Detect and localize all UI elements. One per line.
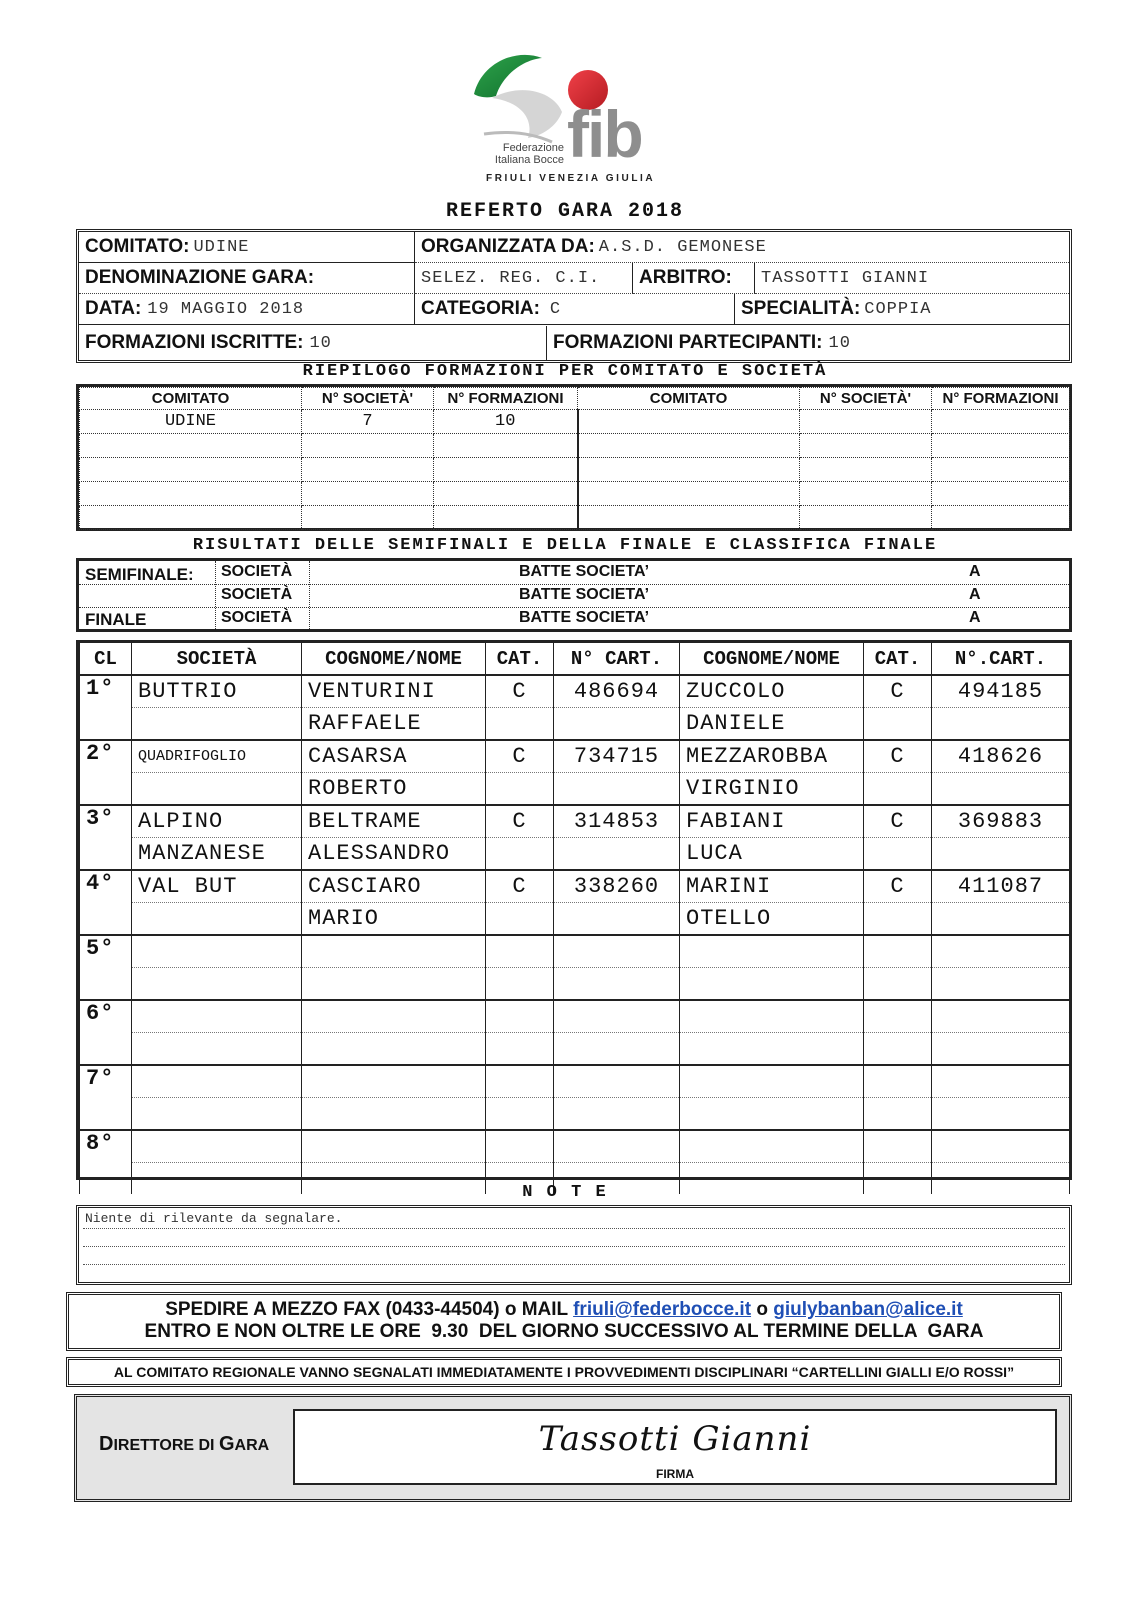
page-title: REFERTO GARA 2018 bbox=[445, 200, 685, 223]
classifica-header-cell: COGNOME/NOME bbox=[680, 643, 864, 675]
cart-cell bbox=[554, 1033, 680, 1066]
avviso-text: AL COMITATO REGIONALE VANNO SEGNALATI IMMEDIATAMENTE I PROVVEDIMENTI DISCIPLINARI “CARTELLINI GIALLI E/O ROSSI” bbox=[113, 1364, 1015, 1380]
classifica-header-cell: SOCIETÀ bbox=[132, 643, 302, 675]
cat-cell: C bbox=[864, 740, 932, 773]
riepilogo-cell bbox=[932, 458, 1070, 482]
cart-cell: 486694 bbox=[554, 675, 680, 708]
societa-cell bbox=[132, 1033, 302, 1066]
cart-cell: 734715 bbox=[554, 740, 680, 773]
riepilogo-row bbox=[80, 434, 1070, 458]
classifica-row-second-line bbox=[80, 1098, 1070, 1131]
nome-cell bbox=[680, 1098, 864, 1131]
classifica-row-second-line bbox=[80, 838, 1070, 871]
specialita-label: SPECIALITÀ: bbox=[741, 298, 861, 319]
societa-cell bbox=[132, 903, 302, 936]
comitato-label: COMITATO: bbox=[85, 236, 190, 257]
cat-cell bbox=[486, 1130, 554, 1163]
classifica-header-row bbox=[80, 643, 1070, 675]
classifica-row-second-line bbox=[80, 773, 1070, 806]
riepilogo-cell bbox=[302, 434, 434, 458]
cart-cell bbox=[554, 773, 680, 806]
arbitro-label-cell bbox=[633, 263, 755, 294]
classifica-row bbox=[80, 935, 1070, 968]
data-value: 19 MAGGIO 2018 bbox=[147, 299, 305, 319]
cart-cell bbox=[932, 1033, 1070, 1066]
cat-cell bbox=[486, 903, 554, 936]
nome-cell: MARIO bbox=[302, 903, 486, 936]
spedire-mid: o bbox=[751, 1299, 774, 1320]
riepilogo-cell bbox=[434, 434, 578, 458]
riepilogo-title: RIEPILOGO FORMAZIONI PER COMITATO E SOCIETÀ bbox=[302, 362, 828, 381]
cart-cell bbox=[554, 968, 680, 1001]
nome-cell bbox=[302, 1098, 486, 1131]
riepilogo-cell bbox=[578, 434, 800, 458]
denominazione-label: DENOMINAZIONE GARA: bbox=[85, 267, 315, 288]
classifica-header-cell: CL bbox=[80, 643, 132, 675]
classifica-header-cell: N°.CART. bbox=[932, 643, 1070, 675]
cognome-cell bbox=[302, 1000, 486, 1033]
categoria-label: CATEGORIA: bbox=[421, 298, 540, 319]
societa-cell: ALPINO bbox=[132, 805, 302, 838]
riepilogo-cell bbox=[578, 410, 800, 434]
cognome-cell: CASARSA bbox=[302, 740, 486, 773]
email-link-friuli[interactable]: friuli@federbocce.it bbox=[573, 1299, 752, 1320]
nome-cell: DANIELE bbox=[680, 708, 864, 741]
nome-cell: VIRGINIO bbox=[680, 773, 864, 806]
cart-cell bbox=[554, 708, 680, 741]
cat-cell: C bbox=[864, 870, 932, 903]
direttore-label-rest: IRETTORE DI bbox=[113, 1437, 219, 1454]
rank-cell: 5° bbox=[80, 935, 132, 1000]
riepilogo-cell bbox=[932, 482, 1070, 506]
societa-cell: MANZANESE bbox=[132, 838, 302, 871]
cognome-cell bbox=[680, 935, 864, 968]
classifica-header-cell: CAT. bbox=[864, 643, 932, 675]
cat-cell bbox=[864, 1130, 932, 1163]
arbitro-label: ARBITRO: bbox=[639, 267, 732, 288]
specialita-value: COPPIA bbox=[864, 299, 932, 319]
cognome-cell bbox=[680, 1000, 864, 1033]
cat-cell bbox=[486, 838, 554, 871]
cart-cell bbox=[932, 1098, 1070, 1131]
classifica-row bbox=[80, 1065, 1070, 1098]
riepilogo-table bbox=[79, 387, 1070, 530]
riepilogo-header-cell: N° SOCIETÀ' bbox=[800, 388, 932, 410]
nome-cell bbox=[302, 1033, 486, 1066]
direttore-box bbox=[74, 1394, 1072, 1502]
riepilogo-cell bbox=[302, 506, 434, 530]
classifica-header-cell: N° CART. bbox=[554, 643, 680, 675]
classifica-row-second-line bbox=[80, 708, 1070, 741]
societa-cell: QUADRIFOGLIO bbox=[132, 740, 302, 773]
cart-cell: 338260 bbox=[554, 870, 680, 903]
cat-cell bbox=[486, 935, 554, 968]
cognome-cell bbox=[302, 1130, 486, 1163]
riepilogo-cell bbox=[578, 482, 800, 506]
signature: Tassotti Gianni bbox=[538, 1419, 812, 1459]
societa-cell bbox=[132, 1130, 302, 1163]
logo-line1: Federazione bbox=[502, 142, 564, 154]
cat-cell bbox=[486, 773, 554, 806]
societa-cell: BUTTRIO bbox=[132, 675, 302, 708]
cat-cell bbox=[486, 708, 554, 741]
riepilogo-cell bbox=[80, 458, 302, 482]
cart-cell: 411087 bbox=[932, 870, 1070, 903]
spedire-box bbox=[66, 1292, 1062, 1351]
specialita-cell bbox=[735, 294, 1069, 325]
cat-cell bbox=[864, 1033, 932, 1066]
rank-cell: 7° bbox=[80, 1065, 132, 1130]
cart-cell bbox=[932, 935, 1070, 968]
cat-cell bbox=[486, 1033, 554, 1066]
logo-brand: fib bbox=[567, 97, 642, 171]
spedire-line2: ENTRO E NON OLTRE LE ORE 9.30 DEL GIORNO SUCCESSIVO AL TERMINE DELLA GARA bbox=[144, 1321, 984, 1342]
cat-cell bbox=[864, 708, 932, 741]
finale-label: FINALE bbox=[85, 610, 147, 629]
header-box bbox=[76, 229, 1072, 363]
riepilogo-cell bbox=[800, 434, 932, 458]
rank-cell: 4° bbox=[80, 870, 132, 935]
organizzata-label: ORGANIZZATA DA: bbox=[421, 236, 595, 257]
cat-cell bbox=[864, 838, 932, 871]
riepilogo-cell bbox=[302, 482, 434, 506]
iscritte-cell bbox=[79, 326, 547, 360]
direttore-label-g: G bbox=[218, 1433, 235, 1455]
cat-cell bbox=[486, 1000, 554, 1033]
riepilogo-header-cell: N° FORMAZIONI bbox=[434, 388, 578, 410]
comitato-value: UDINE bbox=[193, 237, 250, 257]
cat-cell: C bbox=[864, 675, 932, 708]
societa-cell bbox=[132, 773, 302, 806]
categoria-cell bbox=[415, 294, 735, 325]
cognome-cell bbox=[302, 935, 486, 968]
societa-cell bbox=[132, 1065, 302, 1098]
societa-cell bbox=[132, 935, 302, 968]
nome-cell: ROBERTO bbox=[302, 773, 486, 806]
cognome-cell: CASCIARO bbox=[302, 870, 486, 903]
partecipanti-cell bbox=[547, 326, 1069, 360]
cat-cell: C bbox=[486, 675, 554, 708]
riepilogo-cell: 10 bbox=[434, 410, 578, 434]
cat-cell: C bbox=[486, 870, 554, 903]
denominazione-value-cell bbox=[415, 263, 633, 294]
classifica-row-second-line bbox=[80, 1033, 1070, 1066]
fib-logo bbox=[462, 46, 672, 186]
classifica-row bbox=[80, 675, 1070, 708]
cat-cell bbox=[864, 1000, 932, 1033]
email-link-giuly[interactable]: giulybanban@alice.it bbox=[773, 1299, 963, 1320]
spedire-prefix: SPEDIRE A MEZZO FAX (0433-44504) o MAIL bbox=[165, 1299, 574, 1320]
riepilogo-cell: 7 bbox=[302, 410, 434, 434]
direttore-label bbox=[99, 1433, 269, 1456]
direttore-label-d: D bbox=[99, 1433, 114, 1455]
nome-cell: LUCA bbox=[680, 838, 864, 871]
risultati-title: RISULTATI DELLE SEMIFINALI E DELLA FINALE E CLASSIFICA FINALE bbox=[192, 536, 938, 555]
riepilogo-cell bbox=[578, 458, 800, 482]
note-box bbox=[76, 1205, 1072, 1285]
cognome-cell bbox=[680, 1130, 864, 1163]
comitato-cell bbox=[79, 232, 415, 263]
riepilogo-header-cell: N° SOCIETÀ' bbox=[302, 388, 434, 410]
risultati-box bbox=[76, 558, 1072, 632]
rank-cell: 1° bbox=[80, 675, 132, 740]
cat-cell bbox=[486, 968, 554, 1001]
semi2-societa-label: SOCIETÀ bbox=[221, 586, 293, 603]
rank-cell: 6° bbox=[80, 1000, 132, 1065]
cat-cell: C bbox=[486, 805, 554, 838]
semi1-societa-label: SOCIETÀ bbox=[221, 563, 293, 580]
riepilogo-row bbox=[80, 410, 1070, 434]
nome-cell bbox=[302, 968, 486, 1001]
nome-cell: RAFFAELE bbox=[302, 708, 486, 741]
cognome-cell: BELTRAME bbox=[302, 805, 486, 838]
cat-cell bbox=[864, 1065, 932, 1098]
cat-cell bbox=[864, 935, 932, 968]
riepilogo-cell bbox=[434, 482, 578, 506]
logo-region: FRIULI VENEZIA GIULIA bbox=[486, 173, 656, 184]
cat-cell bbox=[486, 1065, 554, 1098]
cognome-cell bbox=[302, 1065, 486, 1098]
organizzata-cell bbox=[415, 232, 1069, 263]
signature-box[interactable] bbox=[293, 1409, 1057, 1485]
riepilogo-cell bbox=[434, 506, 578, 530]
riepilogo-header-cell: COMITATO bbox=[80, 388, 302, 410]
riepilogo-header-cell: COMITATO bbox=[578, 388, 800, 410]
riepilogo-cell bbox=[434, 458, 578, 482]
cat-cell bbox=[864, 903, 932, 936]
riepilogo-cell bbox=[800, 482, 932, 506]
semi1-a-label: A bbox=[969, 563, 981, 580]
finale-batte-label: BATTE SOCIETA’ bbox=[519, 609, 650, 626]
cart-cell bbox=[932, 1130, 1070, 1163]
categoria-value: C bbox=[549, 299, 562, 319]
semi2-batte-label: BATTE SOCIETA’ bbox=[519, 586, 650, 603]
cognome-cell: FABIANI bbox=[680, 805, 864, 838]
riepilogo-cell bbox=[80, 506, 302, 530]
nome-cell: OTELLO bbox=[680, 903, 864, 936]
cognome-cell: ZUCCOLO bbox=[680, 675, 864, 708]
riepilogo-cell bbox=[932, 410, 1070, 434]
cart-cell bbox=[932, 1065, 1070, 1098]
cart-cell bbox=[554, 1000, 680, 1033]
cart-cell bbox=[932, 773, 1070, 806]
cart-cell bbox=[554, 1098, 680, 1131]
riepilogo-row bbox=[80, 458, 1070, 482]
cat-cell bbox=[864, 968, 932, 1001]
riepilogo-cell bbox=[80, 482, 302, 506]
cognome-cell: MARINI bbox=[680, 870, 864, 903]
note-text: Niente di rilevante da segnalare. bbox=[85, 1211, 343, 1226]
riepilogo-cell bbox=[578, 506, 800, 530]
cart-cell bbox=[932, 903, 1070, 936]
classifica-table bbox=[79, 643, 1070, 1194]
riepilogo-row bbox=[80, 482, 1070, 506]
finale-societa-label: SOCIETÀ bbox=[221, 609, 293, 626]
cart-cell bbox=[554, 935, 680, 968]
data-cell bbox=[79, 294, 415, 325]
riepilogo-row bbox=[80, 506, 1070, 530]
iscritte-label: FORMAZIONI ISCRITTE: bbox=[85, 332, 304, 353]
cognome-cell: VENTURINI bbox=[302, 675, 486, 708]
classifica-row bbox=[80, 1000, 1070, 1033]
rank-cell: 8° bbox=[80, 1130, 132, 1194]
riepilogo-cell bbox=[932, 434, 1070, 458]
cat-cell: C bbox=[864, 805, 932, 838]
partecipanti-value: 10 bbox=[828, 333, 851, 353]
cognome-cell bbox=[680, 1065, 864, 1098]
classifica-header-cell: CAT. bbox=[486, 643, 554, 675]
classifica-row-second-line bbox=[80, 968, 1070, 1001]
cart-cell bbox=[554, 1065, 680, 1098]
organizzata-value: A.S.D. GEMONESE bbox=[598, 237, 767, 257]
logo-line2: Italiana Bocce bbox=[494, 154, 564, 166]
classifica-header-cell: COGNOME/NOME bbox=[302, 643, 486, 675]
riepilogo-table-wrapper bbox=[76, 384, 1072, 531]
riepilogo-cell bbox=[800, 506, 932, 530]
classifica-row-second-line bbox=[80, 903, 1070, 936]
spedire-line1 bbox=[69, 1299, 1059, 1321]
riepilogo-cell bbox=[800, 458, 932, 482]
societa-cell bbox=[132, 708, 302, 741]
cart-cell bbox=[932, 1000, 1070, 1033]
societa-cell: VAL BUT bbox=[132, 870, 302, 903]
semifinale-label: SEMIFINALE: bbox=[85, 565, 194, 584]
riepilogo-cell: UDINE bbox=[80, 410, 302, 434]
denominazione-cell bbox=[79, 263, 415, 294]
societa-cell bbox=[132, 968, 302, 1001]
data-label: DATA: bbox=[85, 298, 142, 319]
classifica-row bbox=[80, 740, 1070, 773]
classifica-row bbox=[80, 1130, 1070, 1163]
cat-cell bbox=[486, 1098, 554, 1131]
cart-cell: 314853 bbox=[554, 805, 680, 838]
riepilogo-cell bbox=[800, 410, 932, 434]
cart-cell bbox=[554, 903, 680, 936]
cart-cell: 418626 bbox=[932, 740, 1070, 773]
classifica-row bbox=[80, 870, 1070, 903]
nome-cell bbox=[680, 1033, 864, 1066]
riepilogo-cell bbox=[932, 506, 1070, 530]
semi1-batte-label: BATTE SOCIETA’ bbox=[519, 563, 650, 580]
direttore-label-end: ARA bbox=[234, 1437, 270, 1454]
nome-cell: ALESSANDRO bbox=[302, 838, 486, 871]
cart-cell: 369883 bbox=[932, 805, 1070, 838]
classifica-row bbox=[80, 805, 1070, 838]
cart-cell bbox=[554, 1130, 680, 1163]
cart-cell bbox=[932, 838, 1070, 871]
riepilogo-cell bbox=[80, 434, 302, 458]
denominazione-value: SELEZ. REG. C.I. bbox=[421, 268, 601, 288]
arbitro-value: TASSOTTI GIANNI bbox=[761, 268, 930, 288]
cart-cell bbox=[932, 708, 1070, 741]
rank-cell: 2° bbox=[80, 740, 132, 805]
societa-cell bbox=[132, 1000, 302, 1033]
cart-cell: 494185 bbox=[932, 675, 1070, 708]
riepilogo-cell bbox=[302, 458, 434, 482]
avviso-box bbox=[66, 1357, 1062, 1387]
arbitro-value-cell bbox=[755, 263, 1069, 294]
finale-a-label: A bbox=[969, 609, 981, 626]
classifica-wrapper bbox=[76, 640, 1072, 1180]
cognome-cell: MEZZAROBBA bbox=[680, 740, 864, 773]
nome-cell bbox=[680, 968, 864, 1001]
cart-cell bbox=[554, 838, 680, 871]
firma-label: FIRMA bbox=[656, 1467, 694, 1481]
partecipanti-label: FORMAZIONI PARTECIPANTI: bbox=[553, 332, 823, 353]
semi2-a-label: A bbox=[969, 586, 981, 603]
riepilogo-header-cell: N° FORMAZIONI bbox=[932, 388, 1070, 410]
rank-cell: 3° bbox=[80, 805, 132, 870]
cart-cell bbox=[932, 968, 1070, 1001]
iscritte-value: 10 bbox=[309, 333, 332, 353]
cat-cell: C bbox=[486, 740, 554, 773]
riepilogo-header-row bbox=[80, 388, 1070, 410]
cat-cell bbox=[864, 773, 932, 806]
societa-cell bbox=[132, 1098, 302, 1131]
note-title: N O T E bbox=[522, 1183, 608, 1202]
cat-cell bbox=[864, 1098, 932, 1131]
